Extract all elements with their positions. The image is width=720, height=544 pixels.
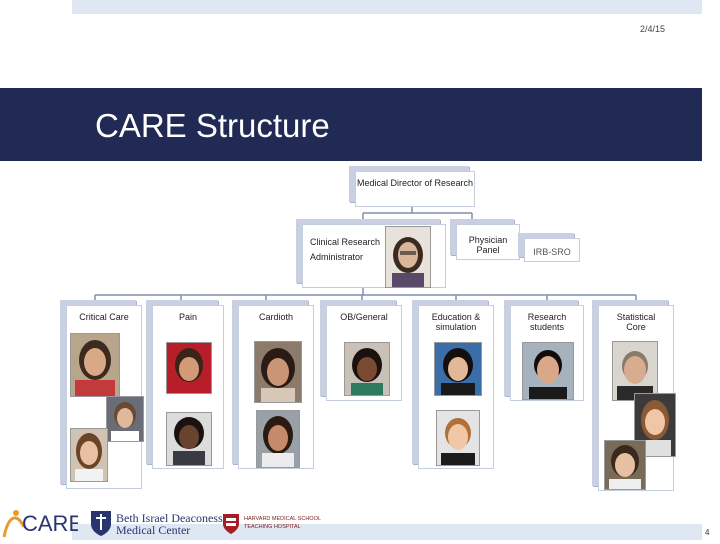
bidmc-crest-icon [88,508,114,538]
panel-label: Physician Panel [468,235,508,255]
care-logo [2,505,78,539]
bidmc-logo [88,508,223,538]
staff-photo [70,333,120,397]
unit-label: Critical Care [79,312,129,322]
hms-text [244,515,321,531]
hms-shield-icon [222,513,240,535]
staff-photo [70,428,108,482]
panel-box [456,224,520,260]
staff-photo [254,341,302,403]
staff-photo [436,410,480,466]
staff-photo [522,342,574,400]
hms-logo [222,513,342,537]
director-box [355,171,475,207]
bidmc-line2: Medical Center [116,523,191,537]
irb-box [524,238,580,262]
irb-label: IRB-SRO [533,247,571,257]
bidmc-line1: Beth Israel Deaconess [116,511,223,525]
care-logo-mark [2,505,78,539]
staff-photo [166,342,212,394]
staff-photo [166,412,212,466]
unit-label: Pain [178,312,197,322]
staff-photo [344,342,390,396]
administrator-photo [385,226,431,288]
staff-photo [256,410,300,468]
unit-label: Education & simulation [431,312,481,332]
slide-date: 2/4/15 [640,24,666,34]
unit-label: Statistical Core [616,312,656,332]
staff-photo [106,396,144,442]
unit-label: OB/General [340,312,388,322]
unit-label: Research students [527,312,567,332]
staff-photo [604,440,646,490]
hms-line1: HARVARD MEDICAL SCHOOL [244,516,321,522]
administrator-label: Clinical Research Administrator [310,237,381,262]
page-number: 4 [705,528,710,537]
director-label: Medical Director of Research [356,178,474,188]
slide-title: CARE Structure [95,107,330,144]
hms-line2: TEACHING HOSPITAL [244,524,301,530]
unit-label: Cardioth [258,312,294,322]
staff-photo [434,342,482,396]
svg-text:CARE: CARE [22,511,78,536]
staff-photo [612,341,658,401]
